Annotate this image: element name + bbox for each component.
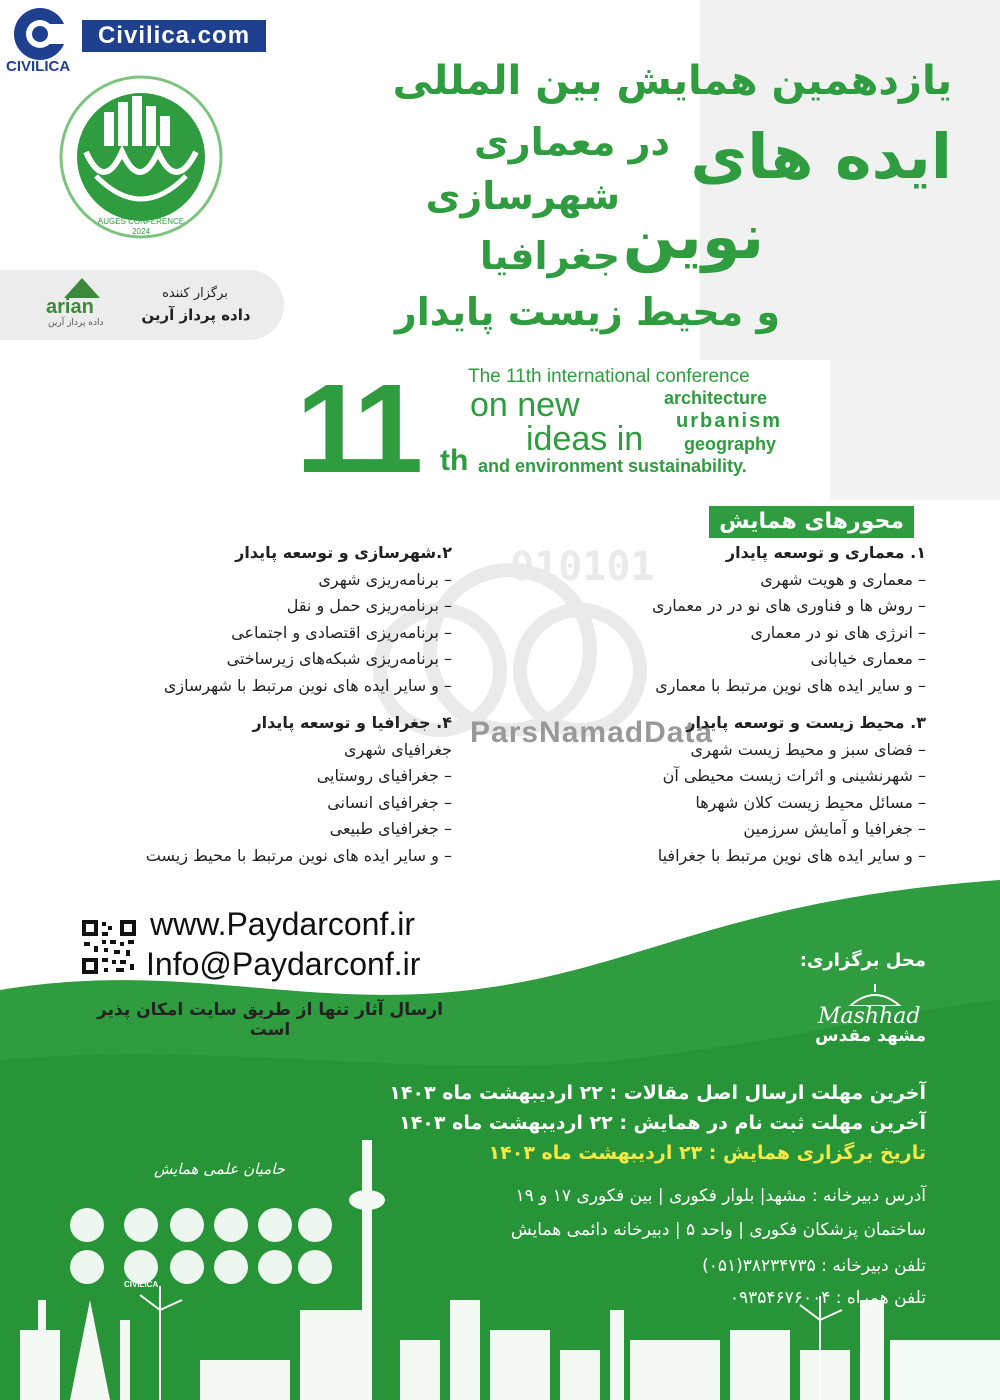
- sponsor-logo-icon: [70, 1250, 104, 1284]
- topic-item: – برنامه‌ریزی شبکه‌های زیرساختی: [226, 649, 452, 668]
- watermark-text: ParsNamadData: [470, 716, 714, 749]
- title-fa-line1: یازدهمین همایش بین المللی: [392, 58, 952, 104]
- organizer-label: برگزار کننده: [162, 286, 228, 301]
- secretariat-address-line2: ساختمان پزشکان فکوری | واحد ۵ | دبیرخانه دائمی همایش: [510, 1220, 926, 1240]
- venue-city-en: Mashhad: [818, 1004, 921, 1029]
- topic-item: جغرافیای شهری: [344, 739, 452, 759]
- sponsor-logo-icon: [258, 1250, 292, 1284]
- title-fa-environment: و محیط زیست پایدار: [394, 290, 780, 334]
- topic-column-urbanism: [72, 540, 452, 699]
- topic-item: – جغرافیای انسانی: [327, 792, 452, 812]
- title-en-ideas-in: ideas in: [526, 420, 644, 458]
- topic-item: – انرژی های نو در معماری: [750, 622, 926, 642]
- topic-item: – و سایر ایده های نوین مرتبط با جغرافیا: [657, 845, 926, 865]
- edition-number: 11: [296, 358, 418, 499]
- submission-note: ارسال آثار تنها از طریق سایت امکان پذیر است: [97, 1000, 443, 1040]
- mashhad-shrine-icon: [840, 984, 910, 1006]
- topic-heading: ۳. محیط زیست و توسعه پایدار: [686, 713, 926, 732]
- conference-logo-year: 2024: [132, 227, 150, 236]
- civilica-site-banner[interactable]: Civilica.com: [82, 20, 266, 52]
- topic-item: – جغرافیای روستایی: [316, 766, 452, 785]
- civilica-wordmark: CIVILICA: [6, 58, 71, 75]
- topic-column-architecture: [566, 540, 926, 699]
- title-fa-architecture: در معماری: [473, 120, 670, 164]
- sponsor-logo-icon: [170, 1250, 204, 1284]
- topic-column-environment: [566, 710, 926, 869]
- conference-logo-icon: [56, 72, 226, 242]
- qr-code-icon[interactable]: [80, 918, 138, 976]
- topic-item: – برنامه‌ریزی اقتصادی و اجتماعی: [231, 622, 452, 642]
- title-en-on-new: on new: [470, 386, 580, 424]
- title-en-environment: and environment sustainability.: [478, 456, 747, 476]
- arian-logo-word: arian: [46, 296, 94, 318]
- title-en-urbanism: urbanism: [676, 410, 783, 432]
- secretariat-address-line1: آدرس دبیرخانه : مشهد| بلوار فکوری | بین فکوری ۱۷ و ۱۹: [515, 1186, 926, 1206]
- conference-date: تاریخ برگزاری همایش : ۲۳ اردیبهشت ماه ۱۴۰۳: [488, 1142, 926, 1164]
- email-link[interactable]: Info@Paydarconf.ir: [146, 946, 421, 982]
- topic-item: – شهرنشینی و اثرات زیست محیطی آن: [662, 766, 926, 785]
- paper-deadline: آخرین مهلت ارسال اصل مقالات : ۲۲ اردیبهشت ماه ۱۴۰۳: [389, 1082, 926, 1104]
- topic-item: – معماری و هویت شهری: [760, 569, 926, 589]
- secretariat-mobile[interactable]: تلفن همراه : ۰۹۳۵۴۶۷۶۰۰۴: [729, 1288, 926, 1308]
- sponsor-logo-icon: [170, 1208, 204, 1242]
- sponsor-logo-icon: [70, 1208, 104, 1242]
- topic-item: – فضای سبز و محیط زیست شهری: [690, 739, 926, 759]
- title-en-geography: geography: [684, 434, 777, 454]
- website-link[interactable]: www.Paydarconf.ir: [150, 906, 415, 942]
- topic-item: – جغرافیا و آمایش سرزمین: [743, 819, 926, 838]
- organizer-box: [0, 270, 284, 340]
- title-fa-geography: جغرافیا: [479, 234, 620, 278]
- civilica-sponsor-label: CIVILICA: [124, 1280, 159, 1289]
- registration-deadline: آخرین مهلت ثبت نام در همایش : ۲۲ اردیبهشت ماه ۱۴۰۳: [399, 1112, 926, 1134]
- civilica-logo-icon: [6, 6, 74, 62]
- topic-item: – روش ها و فناوری های نو در در معماری: [651, 596, 926, 615]
- title-en-intro: The 11th international conference: [468, 366, 750, 387]
- topic-item: – برنامه‌ریزی شهری: [318, 569, 452, 589]
- topic-heading: ۱. معماری و توسعه پایدار: [725, 543, 926, 562]
- conference-logo-text: AUGES CONFERENCE: [97, 217, 185, 226]
- topic-item: – معماری خیابانی: [810, 649, 926, 668]
- sponsor-logo-icon: [214, 1208, 248, 1242]
- topic-column-geography: [12, 710, 452, 869]
- topic-item: – برنامه‌ریزی حمل و نقل: [286, 596, 452, 615]
- sponsor-logo-icon: [258, 1208, 292, 1242]
- edition-suffix: th: [440, 444, 469, 477]
- title-fa-new: نوین: [622, 200, 764, 273]
- title-fa-urbanism: شهرسازی: [425, 174, 620, 218]
- topic-heading: ۴. جغرافیا و توسعه پایدار: [252, 713, 452, 732]
- topic-item: – و سایر ایده های نوین مرتبط با محیط زیست: [145, 845, 452, 865]
- civilica-sponsor-icon: [124, 1250, 158, 1284]
- arian-logo-icon: [64, 278, 100, 298]
- organizer-name: داده پرداز آرین: [141, 306, 251, 324]
- axes-title: محورهای همایش: [709, 506, 914, 538]
- sponsor-logo-icon: [124, 1208, 158, 1242]
- sponsor-logo-icon: [214, 1250, 248, 1284]
- topic-item: – مسائل محیط زیست کلان شهرها: [695, 792, 926, 812]
- topic-heading: ۲.شهرسازی و توسعه پایدار: [235, 543, 452, 562]
- sponsors-label: حامیان علمی همایش: [154, 1160, 286, 1178]
- secretariat-phone[interactable]: تلفن دبیرخانه : ۳۸۲۳۴۷۳۵(۰۵۱): [702, 1256, 926, 1276]
- title-fa-ideas: ایده های: [690, 120, 952, 193]
- arian-logo-subtitle: داده پرداز آرین: [48, 318, 104, 328]
- venue-city-fa: مشهد مقدس: [815, 1026, 926, 1046]
- sponsor-logo-icon: [298, 1250, 332, 1284]
- sponsor-logo-icon: [298, 1208, 332, 1242]
- venue-label: محل برگزاری:: [799, 950, 926, 971]
- topic-item: – و سایر ایده های نوین مرتبط با معماری: [655, 675, 926, 695]
- topic-item: – و سایر ایده های نوین مرتبط با شهرسازی: [163, 675, 452, 695]
- topic-item: – جغرافیای طبیعی: [329, 819, 452, 838]
- svg-text:010101: 010101: [510, 544, 655, 590]
- title-en-architecture: architecture: [664, 388, 768, 408]
